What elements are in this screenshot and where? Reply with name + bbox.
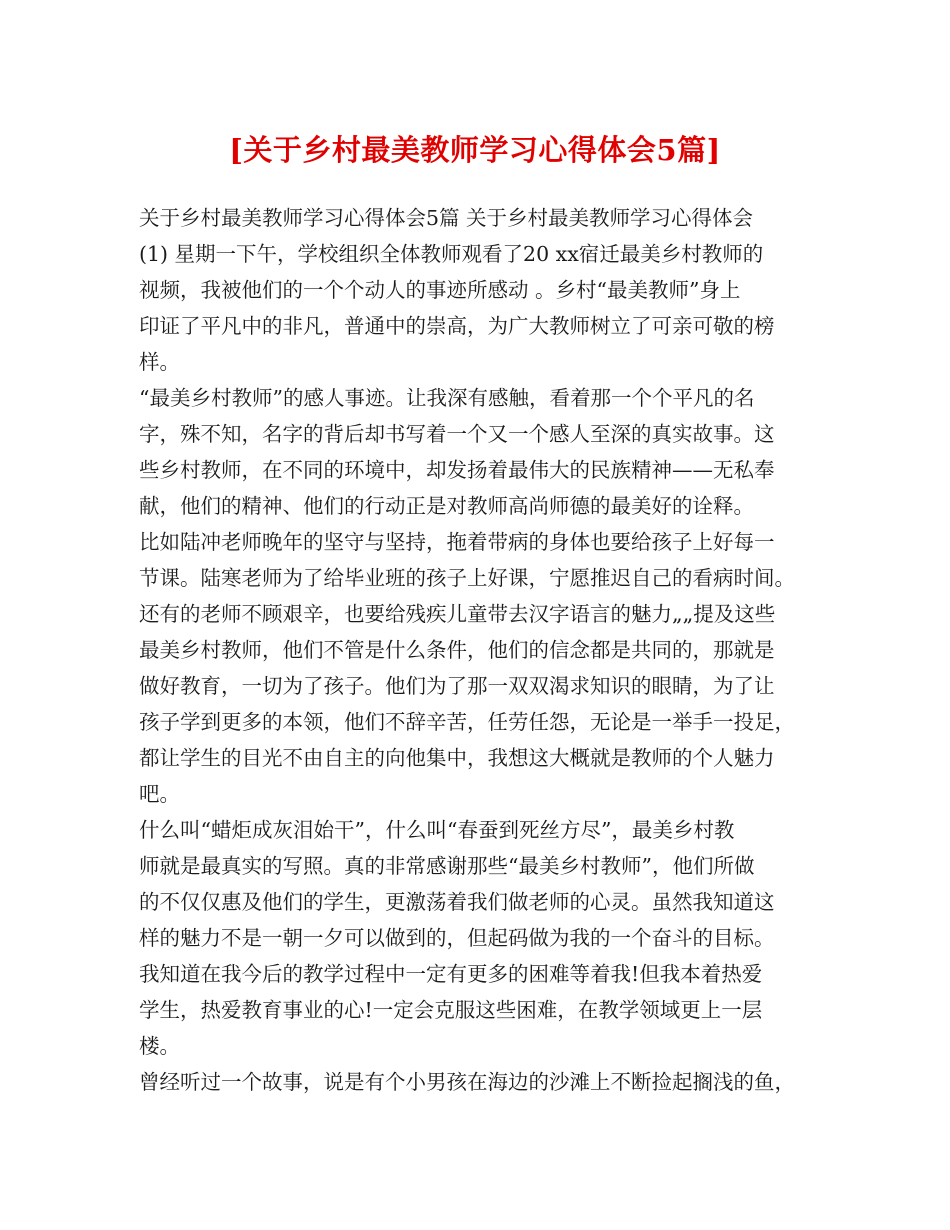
text-line: 师就是最真实的写照。真的非常感谢那些“最美乡村教师”，他们所做: [139, 854, 755, 878]
text-line: (1) 星期一下午，学校组织全体教师观看了20 xx宿迁最美乡村教师的: [139, 242, 764, 266]
text-line: 关于乡村最美教师学习心得体会5篇 关于乡村最美教师学习心得体会: [139, 206, 754, 230]
text-line: 最美乡村教师，他们不管是什么条件，他们的信念都是共同的，那就是: [139, 638, 775, 662]
text-line: 还有的老师不顾艰辛，也要给残疾儿童带去汉字语言的魅力„„提及这些: [139, 602, 776, 626]
text-line: 些乡村教师，在不同的环境中，却发扬着最伟大的民族精神——无私奉: [139, 458, 775, 482]
text-line: “最美乡村教师”的感人事迹。让我深有感触，看着那一个个平凡的名: [139, 386, 755, 410]
text-line: 视频，我被他们的一个个动人的事迹所感动 。乡村“最美教师”身上: [139, 278, 741, 302]
text-line: 节课。陆寒老师为了给毕业班的孩子上好课，宁愿推迟自己的看病时间。: [139, 566, 795, 590]
text-line: 学生，热爱教育事业的心!一定会克服这些困难，在教学领域更上一层: [139, 998, 763, 1022]
text-line: 曾经听过一个故事，说是有个小男孩在海边的沙滩上不断捡起搁浅的鱼，: [139, 1070, 795, 1094]
document-title: [关于乡村最美教师学习心得体会5篇]: [229, 133, 721, 167]
text-line: 的不仅仅惠及他们的学生，更激荡着我们做老师的心灵。虽然我知道这: [139, 890, 775, 914]
text-line: 我知道在我今后的教学过程中一定有更多的困难等着我!但我本着热爱: [139, 962, 763, 986]
text-line: 楼。: [139, 1034, 180, 1058]
document-body: [139, 200, 819, 1100]
text-line: 样的魅力不是一朝一夕可以做到的，但起码做为我的一个奋斗的目标。: [139, 926, 775, 950]
text-line: 献，他们的精神、他们的行动正是对教师高尚师德的最美好的诠释。: [139, 494, 754, 518]
text-line: 印证了平凡中的非凡，普通中的崇高，为广大教师树立了可亲可敬的榜: [139, 314, 775, 338]
text-line: 都让学生的目光不由自主的向他集中，我想这大概就是教师的个人魅力: [139, 746, 775, 770]
text-line: 样。: [139, 350, 180, 374]
text-line: 什么叫“蜡炬成灰泪始干”，什么叫“春蚕到死丝方尽”，最美乡村教: [139, 818, 735, 842]
text-line: 字，殊不知，名字的背后却书写着一个又一个感人至深的真实故事。这: [139, 422, 775, 446]
text-line: 吧。: [139, 782, 180, 806]
text-line: 做好教育，一切为了孩子。他们为了那一双双渴求知识的眼睛，为了让: [139, 674, 775, 698]
text-line: 孩子学到更多的本领，他们不辞辛苦，任劳任怨，无论是一举手一投足，: [139, 710, 795, 734]
text-line: 比如陆冲老师晚年的坚守与坚持，拖着带病的身体也要给孩子上好每一: [139, 530, 775, 554]
